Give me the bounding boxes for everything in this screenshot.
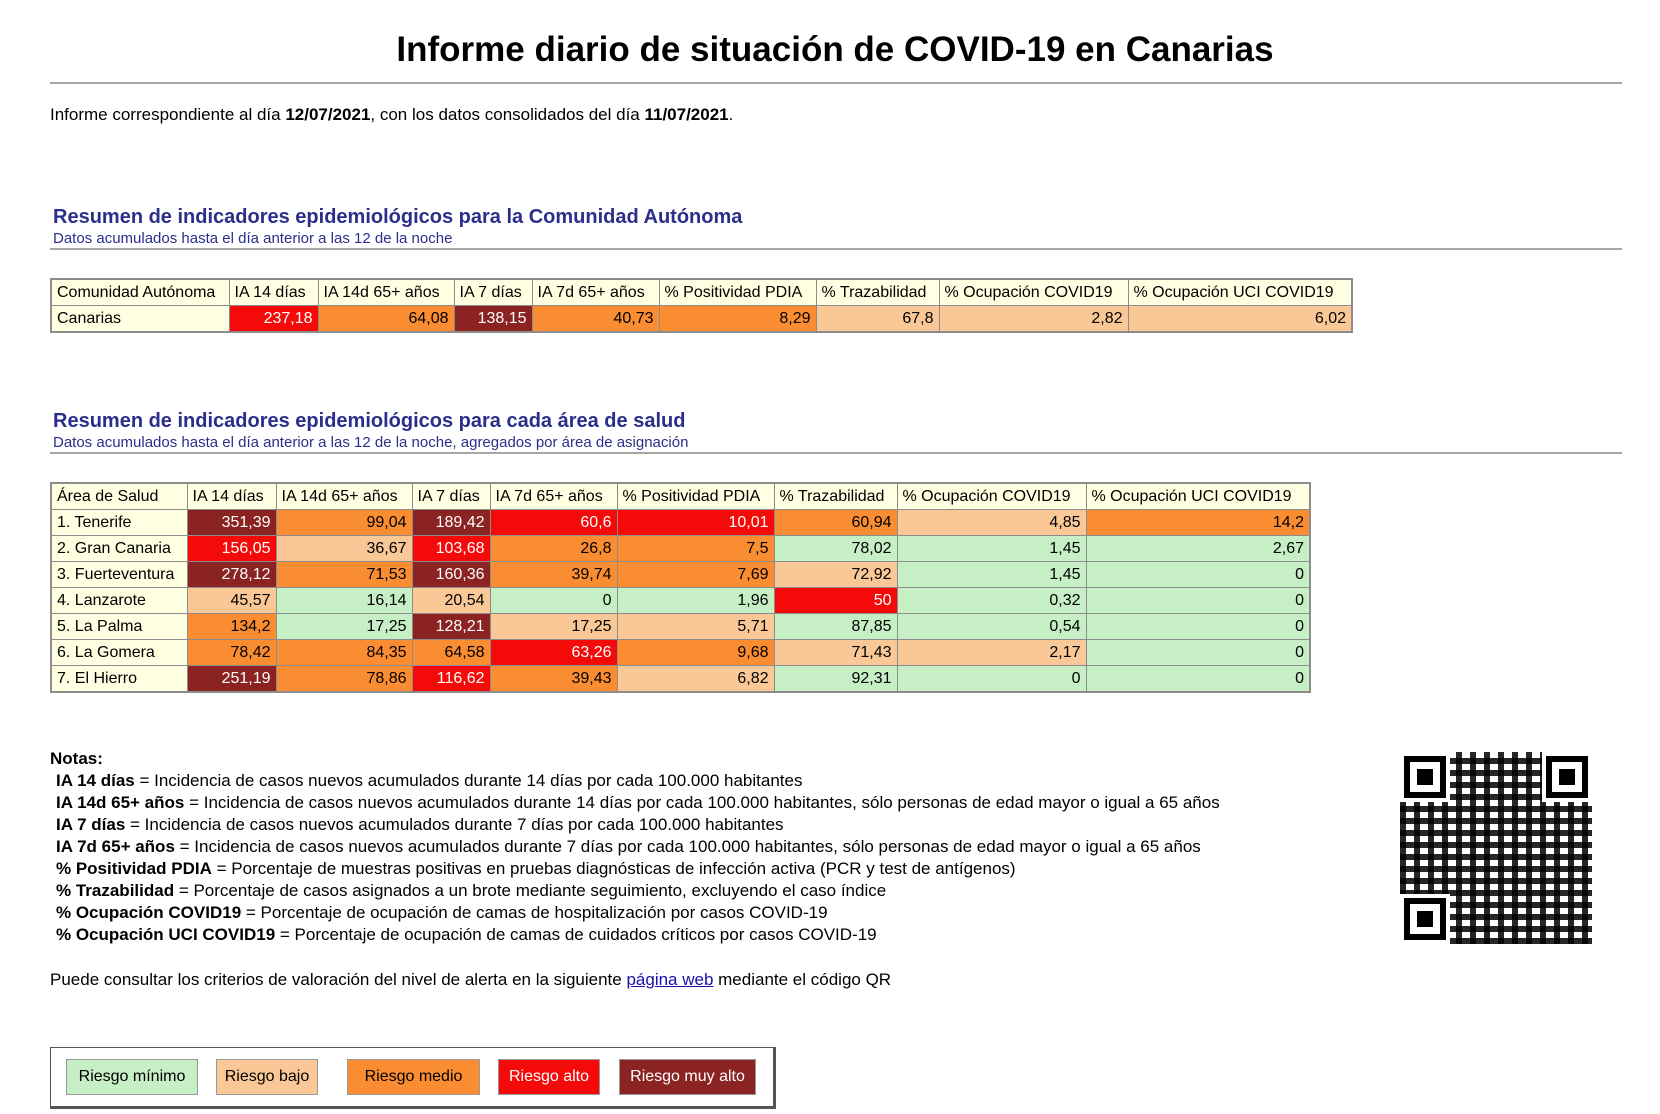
notes-section [50,748,1220,946]
indicator-cell: 0 [1086,640,1310,666]
indicator-cell: 160,36 [412,562,490,588]
indicator-cell: 7,5 [617,536,774,562]
note-description: = Incidencia de casos nuevos acumulados durante 14 días por cada 100.000 habitantes [134,771,803,790]
indicator-cell: 40,73 [532,306,659,333]
note-item [50,792,1220,814]
qr-code-icon [1400,752,1592,944]
note-term: % Ocupación COVID19 [56,903,242,922]
indicator-cell: 10,01 [617,510,774,536]
indicator-cell: 4,85 [897,510,1086,536]
indicator-cell: 103,68 [412,536,490,562]
row-label: 4. Lanzarote [51,588,187,614]
consult-suffix: mediante el código QR [713,970,892,989]
indicator-cell: 0,54 [897,614,1086,640]
indicator-cell: 189,42 [412,510,490,536]
table-row [51,614,1310,640]
note-item [50,770,1220,792]
note-item [50,880,1220,902]
indicator-cell: 0 [1086,562,1310,588]
indicator-cell: 72,92 [774,562,897,588]
indicator-cell: 8,29 [659,306,816,333]
row-label: Canarias [51,306,229,333]
indicator-cell: 2,17 [897,640,1086,666]
indicator-cell: 7,69 [617,562,774,588]
note-item [50,902,1220,924]
note-term: % Trazabilidad [56,881,175,900]
indicator-cell: 17,25 [490,614,617,640]
indicator-cell: 9,68 [617,640,774,666]
indicator-cell: 84,35 [276,640,412,666]
section1-subtitle: Datos acumulados hasta el día anterior a las 12 de la noche [53,230,453,247]
table-row [51,666,1310,693]
column-header: % Ocupación UCI COVID19 [1086,483,1310,510]
note-term: % Ocupación UCI COVID19 [56,925,276,944]
report-intro [50,105,733,125]
column-header: IA 7 días [454,279,532,306]
indicator-cell: 16,14 [276,588,412,614]
web-page-link[interactable]: página web [626,970,714,989]
section2-subtitle: Datos acumulados hasta el día anterior a las 12 de la noche, agregados por área de asignación [53,434,689,451]
indicator-cell: 99,04 [276,510,412,536]
indicator-cell: 71,43 [774,640,897,666]
health-area-indicators-table [50,482,1311,693]
legend-item-bajo: Riesgo bajo [216,1059,318,1095]
column-header: % Positividad PDIA [659,279,816,306]
intro-suffix: . [728,105,734,124]
column-header: % Ocupación COVID19 [939,279,1128,306]
note-description: = Porcentaje de ocupación de camas de hospitalización por casos COVID-19 [241,903,828,922]
note-description: = Porcentaje de muestras positivas en pruebas diagnósticas de infección activa (PCR y test de antígenos) [211,859,1016,878]
note-description: = Incidencia de casos nuevos acumulados durante 7 días por cada 100.000 habitantes, sólo personas de edad mayor o igual a 65 años [174,837,1201,856]
note-item [50,836,1220,858]
table-row [51,562,1310,588]
indicator-cell: 64,58 [412,640,490,666]
row-label: 7. El Hierro [51,666,187,693]
indicator-cell: 64,08 [318,306,454,333]
legend-item-medio: Riesgo medio [347,1059,480,1095]
indicator-cell: 26,8 [490,536,617,562]
column-header: IA 14d 65+ años [318,279,454,306]
note-item [50,924,1220,946]
intro-prefix: Informe correspondiente al día [50,105,286,124]
indicator-cell: 50 [774,588,897,614]
note-term: IA 7d 65+ años [56,837,175,856]
table-row [51,306,1352,333]
note-description: = Porcentaje de ocupación de camas de cuidados críticos por casos COVID-19 [275,925,877,944]
indicator-cell: 2,67 [1086,536,1310,562]
indicator-cell: 71,53 [276,562,412,588]
row-label: 2. Gran Canaria [51,536,187,562]
indicator-cell: 0 [897,666,1086,693]
risk-legend [50,1047,776,1109]
note-item [50,858,1220,880]
table-row [51,510,1310,536]
row-label: 3. Fuerteventura [51,562,187,588]
indicator-cell: 156,05 [187,536,276,562]
indicator-cell: 60,6 [490,510,617,536]
table-header-row [51,279,1352,306]
note-term: IA 14 días [56,771,135,790]
indicator-cell: 14,2 [1086,510,1310,536]
consult-prefix: Puede consultar los criterios de valoración del nivel de alerta en la siguiente [50,970,627,989]
section1-title: Resumen de indicadores epidemiológicos para la Comunidad Autónoma [53,206,743,228]
indicator-cell: 6,02 [1128,306,1352,333]
indicator-cell: 45,57 [187,588,276,614]
indicator-cell: 116,62 [412,666,490,693]
indicator-cell: 0 [1086,588,1310,614]
note-term: IA 7 días [56,815,126,834]
indicator-cell: 20,54 [412,588,490,614]
column-header: % Trazabilidad [816,279,939,306]
indicator-cell: 351,39 [187,510,276,536]
page-title: Informe diario de situación de COVID-19 en Canarias [396,30,1274,69]
indicator-cell: 134,2 [187,614,276,640]
column-header: IA 7d 65+ años [490,483,617,510]
section2-divider [50,452,1622,454]
row-label: 5. La Palma [51,614,187,640]
data-date: 11/07/2021 [644,105,729,124]
column-header: % Positividad PDIA [617,483,774,510]
note-description: = Porcentaje de casos asignados a un brote mediante seguimiento, excluyendo el caso índice [174,881,887,900]
note-description: = Incidencia de casos nuevos acumulados durante 14 días por cada 100.000 habitantes, sólo personas de edad mayor o igual a 65 años [184,793,1220,812]
indicator-cell: 67,8 [816,306,939,333]
indicator-cell: 1,45 [897,536,1086,562]
intro-middle: , con los datos consolidados del día [370,105,645,124]
indicator-cell: 87,85 [774,614,897,640]
indicator-cell: 36,67 [276,536,412,562]
legend-item-alto: Riesgo alto [498,1059,600,1095]
legend-item-min: Riesgo mínimo [66,1059,198,1095]
indicator-cell: 39,74 [490,562,617,588]
qr-finder-top-right [1546,756,1588,798]
qr-finder-top-left [1404,756,1446,798]
indicator-cell: 78,02 [774,536,897,562]
column-header: IA 14 días [229,279,318,306]
column-header: Comunidad Autónoma [51,279,229,306]
indicator-cell: 5,71 [617,614,774,640]
indicator-cell: 0 [490,588,617,614]
qr-finder-bottom-left [1404,898,1446,940]
row-label: 6. La Gomera [51,640,187,666]
indicator-cell: 92,31 [774,666,897,693]
column-header: IA 7d 65+ años [532,279,659,306]
indicator-cell: 128,21 [412,614,490,640]
community-indicators-table [50,278,1353,333]
section2-title: Resumen de indicadores epidemiológicos para cada área de salud [53,410,686,432]
column-header: IA 7 días [412,483,490,510]
column-header: IA 14d 65+ años [276,483,412,510]
note-item [50,814,1220,836]
section1-divider [50,248,1622,250]
indicator-cell: 251,19 [187,666,276,693]
column-header: IA 14 días [187,483,276,510]
indicator-cell: 60,94 [774,510,897,536]
column-header: % Ocupación UCI COVID19 [1128,279,1352,306]
row-label: 1. Tenerife [51,510,187,536]
indicator-cell: 1,96 [617,588,774,614]
note-term: % Positividad PDIA [56,859,212,878]
note-description: = Incidencia de casos nuevos acumulados durante 7 días por cada 100.000 habitantes [125,815,784,834]
indicator-cell: 78,42 [187,640,276,666]
indicator-cell: 1,45 [897,562,1086,588]
indicator-cell: 2,82 [939,306,1128,333]
indicator-cell: 0 [1086,666,1310,693]
indicator-cell: 6,82 [617,666,774,693]
report-date: 12/07/2021 [285,105,371,124]
consult-text [50,970,891,990]
indicator-cell: 78,86 [276,666,412,693]
table-row [51,640,1310,666]
indicator-cell: 63,26 [490,640,617,666]
indicator-cell: 0 [1086,614,1310,640]
indicator-cell: 17,25 [276,614,412,640]
indicator-cell: 138,15 [454,306,532,333]
indicator-cell: 237,18 [229,306,318,333]
column-header: % Ocupación COVID19 [897,483,1086,510]
table-row [51,536,1310,562]
note-term: IA 14d 65+ años [56,793,185,812]
column-header: Área de Salud [51,483,187,510]
table-row [51,588,1310,614]
notes-heading: Notas: [50,749,103,768]
indicator-cell: 278,12 [187,562,276,588]
legend-item-muyalto: Riesgo muy alto [619,1059,756,1095]
table-header-row [51,483,1310,510]
column-header: % Trazabilidad [774,483,897,510]
indicator-cell: 39,43 [490,666,617,693]
title-divider [50,82,1622,84]
indicator-cell: 0,32 [897,588,1086,614]
